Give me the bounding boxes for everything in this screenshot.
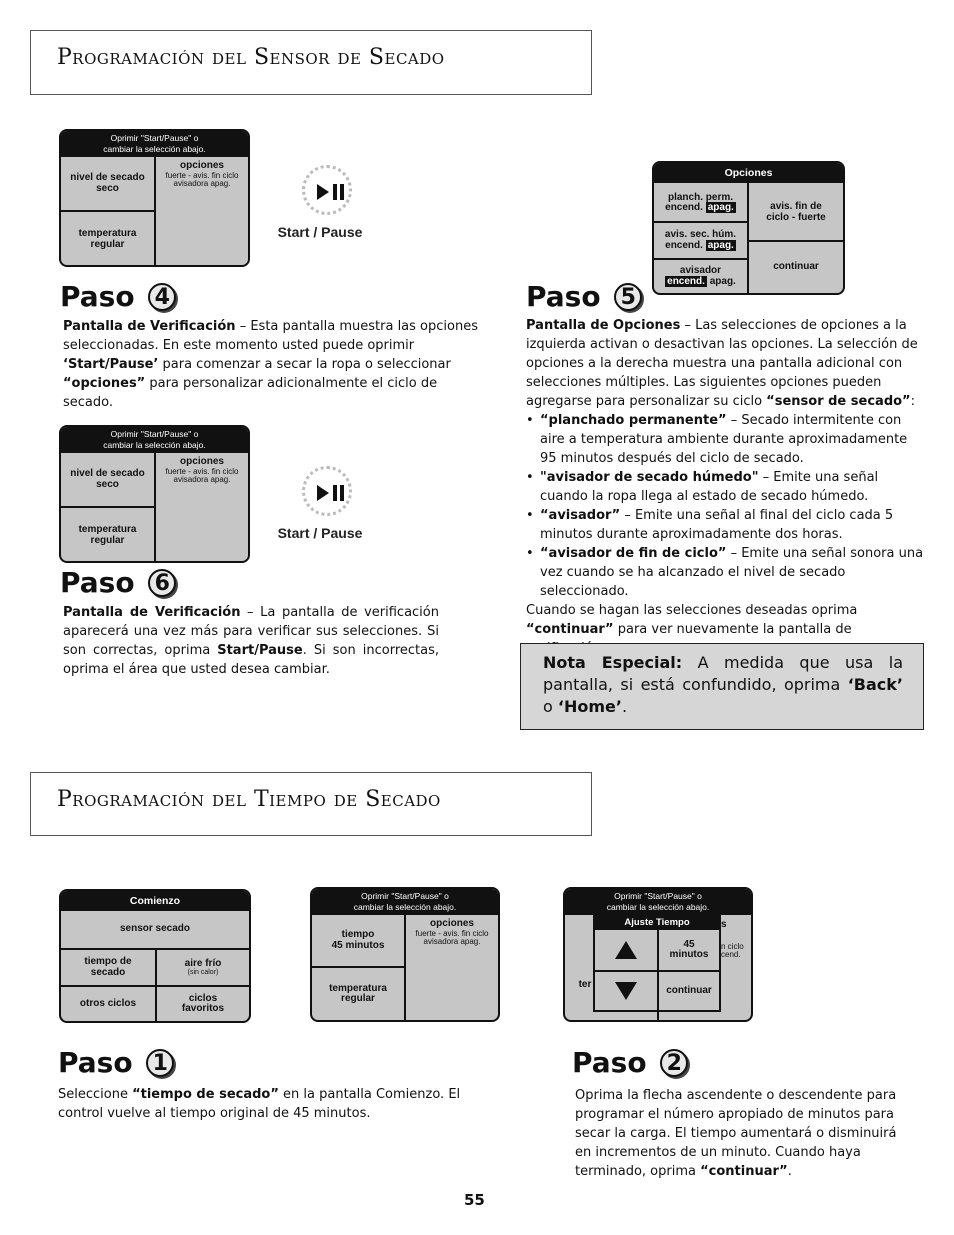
section-title-sensor <box>30 30 592 95</box>
up-arrow-button[interactable] <box>595 930 657 970</box>
divider <box>657 1012 659 1022</box>
header-text: Opciones <box>724 167 773 179</box>
ciclos-favoritos-button[interactable] <box>157 987 249 1021</box>
nivel-secado-button[interactable] <box>61 157 154 210</box>
screen-header <box>312 889 498 915</box>
frag-text: s <box>721 918 727 930</box>
temp-label: temperatura <box>329 982 387 994</box>
paso-label: Paso <box>60 280 135 313</box>
nivel-value: seco <box>96 182 119 194</box>
list-item: • “avisador de fin de ciclo” – Emite una señal sonora una vez cuando se ha alcanzado el nivel de secado seleccionado. <box>526 544 924 601</box>
tiempo-value: 45 minutos <box>331 939 385 951</box>
opciones-sub2: avisadora apag. <box>423 936 481 946</box>
comienzo-screen <box>59 889 251 1023</box>
time-value-display <box>659 930 719 970</box>
header-line1: Oprimir "Start/Pause" o <box>361 891 449 901</box>
header-line2: cambiar la selección abajo. <box>103 143 206 154</box>
section-title-text: Programación del Tiempo de Secado <box>57 787 441 812</box>
tiempo-label: tiempo <box>341 929 375 940</box>
opciones-label: opciones <box>180 456 224 467</box>
start-pause-label: Start / Pause <box>277 525 363 541</box>
header-text: Comienzo <box>129 895 181 907</box>
nivel-label: nivel de secado <box>70 468 145 479</box>
paso6-heading <box>60 566 176 599</box>
aire-sub: (sin calor) <box>187 969 219 977</box>
paso5-text: Pantalla de Opciones – Las selecciones de opciones a la izquierda activan o desactivan las opciones. La selección de opciones a la derecha muestra una pantalla adicional con selecciones múltiples. Las siguientes opciones pueden agregarse para personalizar su ciclo “sensor de secado”: • “planchado permanente” – Secado intermitente con aire a temperatura ambiente durante aproximadamente 95 minutos después del ciclo de secado. • "avisador de secado húmedo" – Emite una señal cuando la ropa llega al estado de secado húmedo. • “avisador” – Emite una señal al final del ciclo cada 5 minutos durante aproximadamente dos horas. • “avisador de fin de ciclo” – Emite una señal sonora una vez cuando se ha alcanzado el nivel de secado seleccionado. Cuando se hagan las selecciones deseadas oprima “continuar” para ver nuevamente la pantalla de <box>526 316 924 658</box>
ajuste-tiempo-screen <box>563 887 753 1022</box>
opciones-sub2: avisadora apag. <box>173 178 231 188</box>
tiempo-line1: tiempo de <box>84 956 132 967</box>
right1-line2: ciclo - fuerte <box>766 211 826 223</box>
tiempo-button[interactable] <box>312 915 404 966</box>
continuar-button[interactable] <box>749 242 843 293</box>
temp-value: regular <box>90 534 125 546</box>
paso6-text: Pantalla de Verificación – La pantalla de verificación aparecerá una vez más para verificar sus selecciones. Si son correctas, oprima Start/Pause. Si son incorrectas, oprima el área que usted desea cambiar. <box>63 605 439 677</box>
list-item: • “avisador” – Emite una señal al final del ciclo cada 5 minutos durante aproximadamente dos horas. <box>526 506 924 544</box>
background-fragment <box>575 977 595 993</box>
header-line1: Oprimir "Start/Pause" o <box>110 429 199 439</box>
header-line2: cambiar la selección abajo. <box>606 901 710 912</box>
section-title-tiempo <box>30 772 592 836</box>
popup-header <box>595 916 719 930</box>
paso1-text: Seleccione “tiempo de secado” en la pantalla Comienzo. El control vuelve al tiempo original de 45 minutos. <box>58 1087 461 1121</box>
list-item: • "avisador de secado húmedo" – Emite una señal cuando la ropa llega al estado de secado húmedo. <box>526 468 924 506</box>
temperatura-button[interactable] <box>61 508 154 563</box>
opciones-sub1: fuerte - avis. fin ciclo <box>165 466 239 476</box>
paso-number: 6 <box>148 569 176 597</box>
section-title-text: Programación del Sensor de Secado <box>57 45 445 70</box>
ciclos-line2: favoritos <box>181 1003 225 1014</box>
otros-label: otros ciclos <box>79 997 137 1009</box>
temp-label: temperatura <box>78 228 137 239</box>
avisador-toggle[interactable] <box>654 260 747 293</box>
temperatura-button[interactable] <box>312 968 404 1020</box>
opciones-label: opciones <box>180 160 224 171</box>
nivel-label: nivel de secado <box>70 172 145 183</box>
paso-number: 1 <box>146 1049 174 1077</box>
screen-header <box>565 889 751 915</box>
tiempo-line2: secado <box>90 966 126 978</box>
row1-on: encend. <box>665 202 703 213</box>
row3-on: encend. <box>667 275 705 287</box>
ajuste-popup <box>593 914 721 1012</box>
header-line2: cambiar la selección abajo. <box>353 901 457 912</box>
temp-value: regular <box>90 238 125 250</box>
avis-fin-ciclo-button[interactable] <box>749 185 843 240</box>
page-number <box>464 1191 485 1209</box>
header-line1: Oprimir "Start/Pause" o <box>614 891 702 901</box>
screen-header <box>61 131 248 157</box>
opciones-button[interactable] <box>406 915 498 1020</box>
frag-text: cend. <box>721 950 741 959</box>
tiempo-secado-button[interactable] <box>61 950 155 985</box>
opciones-sub1: fuerte - avis. fin ciclo <box>165 170 239 180</box>
list-item: • “planchado permanente” – Secado intermitente con aire a temperatura ambiente durante aproximadamente 95 minutos después del ciclo de secado. <box>526 411 924 468</box>
arrow-up-icon <box>615 941 637 959</box>
opciones-screen <box>652 161 845 295</box>
opciones-button[interactable] <box>156 453 248 561</box>
paso4-heading <box>60 280 176 313</box>
verification-screen-paso6 <box>59 425 250 563</box>
play-pause-icon <box>302 466 352 516</box>
opciones-sub1: fuerte - avis. fin ciclo <box>415 928 489 938</box>
opciones-label: opciones <box>430 918 474 929</box>
verification-screen-paso4 <box>59 129 250 267</box>
right1-line1: avis. fin de <box>770 201 822 212</box>
paso-label: Paso <box>572 1046 647 1079</box>
arrow-down-icon <box>615 982 637 1000</box>
time-number: 45 <box>683 938 695 950</box>
sensor-secado-button[interactable] <box>61 911 249 948</box>
row2-label: avis. sec. húm. <box>664 229 737 240</box>
paso-number: 2 <box>660 1049 688 1077</box>
paso-number: 5 <box>614 283 642 311</box>
header-line2: cambiar la selección abajo. <box>103 439 206 450</box>
play-pause-icon <box>302 165 352 215</box>
temperatura-button[interactable] <box>61 212 154 267</box>
planch-perm-toggle[interactable] <box>654 185 747 221</box>
start-pause-label: Start / Pause <box>277 224 363 240</box>
start-pause-graphic <box>265 466 375 541</box>
row3-off: apag. <box>709 275 736 287</box>
row2-on: encend. <box>665 239 703 251</box>
paso1-heading <box>58 1046 174 1079</box>
row2-off: apag. <box>707 239 734 251</box>
popup-title: Ajuste Tiempo <box>624 917 690 928</box>
paso4-text: Pantalla de Verificación – Esta pantalla muestra las opciones seleccionadas. En este momento usted puede oprimir ‘Start/Pause’ para comenzar a secar la ropa o seleccionar “opciones” para personalizar adicionalmente el ciclo de secado. <box>63 319 478 410</box>
options-list <box>526 411 924 601</box>
ciclos-line1: ciclos <box>188 992 218 1004</box>
temp-label: temperatura <box>78 524 137 535</box>
avis-sec-hum-toggle[interactable] <box>654 223 747 258</box>
time-unit: minutos <box>669 949 709 960</box>
continuar-label: continuar <box>773 261 819 273</box>
opciones-sub2: avisadora apag. <box>173 474 231 484</box>
row1-off: apag. <box>707 202 734 213</box>
background-fragment <box>721 939 753 963</box>
paso2-text: Oprima la flecha ascendente o descendente para programar el número apropiado de minutos para secar la carga. El tiempo aumentará o disminuirá en incrementos de un minuto. Cuando haya terminado, oprima “continuar”. <box>575 1088 897 1179</box>
aire-frio-button[interactable] <box>157 950 249 985</box>
screen-header <box>61 427 248 453</box>
tiempo-verification-screen <box>310 887 500 1022</box>
paso-label: Paso <box>60 566 135 599</box>
down-arrow-button[interactable] <box>595 972 657 1010</box>
paso-number: 4 <box>148 283 176 311</box>
row3-label: avisador <box>679 265 722 276</box>
start-pause-graphic <box>265 165 375 240</box>
sensor-label: sensor secado <box>119 923 191 935</box>
continuar-label: continuar <box>666 984 712 996</box>
nivel-secado-button[interactable] <box>61 453 154 506</box>
frag-text: n ciclo <box>721 941 744 951</box>
screen-header <box>654 163 843 183</box>
nota-especial-box: Nota Especial: A medida que usa la pantalla, si está confundido, oprima ‘Back’ o ‘Home’. <box>520 643 924 730</box>
paso-label: Paso <box>526 280 601 313</box>
paso-label: Paso <box>58 1046 133 1079</box>
page-number-text: 55 <box>464 1191 485 1209</box>
frag-text: ter <box>578 978 592 990</box>
screen-header <box>61 891 249 911</box>
temp-value: regular <box>341 993 375 1004</box>
row1-label: planch. perm. <box>667 191 733 203</box>
paso2-heading <box>572 1046 688 1079</box>
background-fragment <box>721 917 751 933</box>
opciones-button[interactable] <box>156 157 248 265</box>
continuar-button[interactable] <box>659 972 719 1010</box>
aire-label: aire frío <box>184 957 222 969</box>
nivel-value: seco <box>96 478 119 490</box>
paso5-heading <box>526 280 642 313</box>
header-line1: Oprimir "Start/Pause" o <box>110 133 199 143</box>
otros-ciclos-button[interactable] <box>61 987 155 1021</box>
